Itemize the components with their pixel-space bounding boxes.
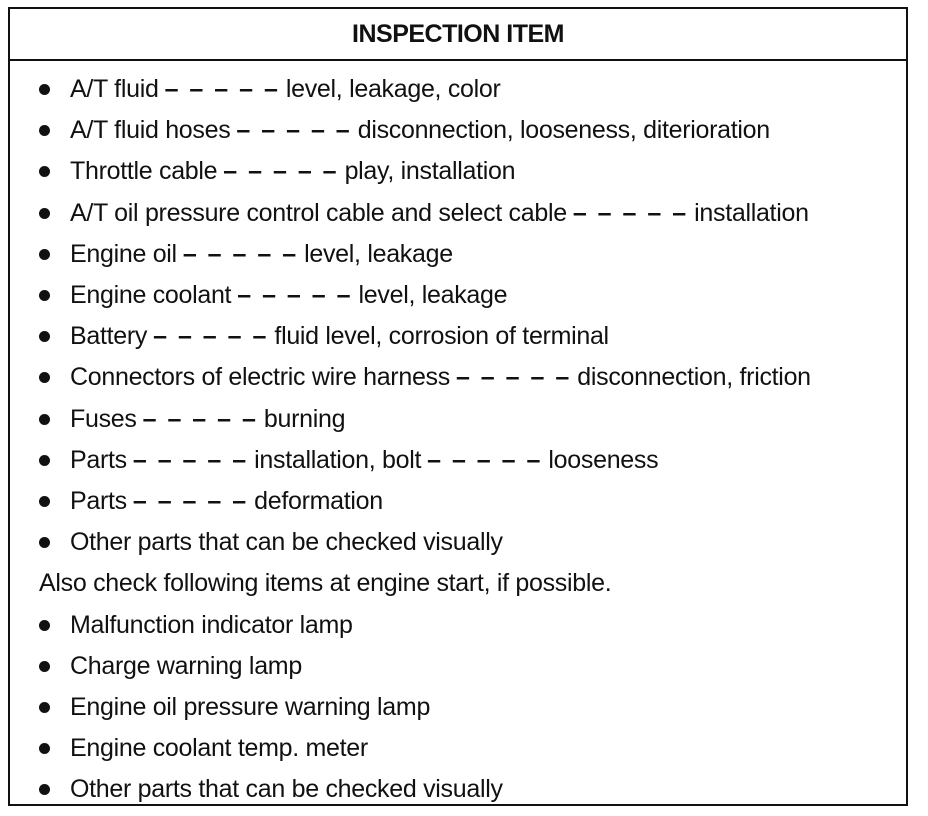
dash-separator: – – – – –: [236, 116, 352, 145]
list-item: [10, 604, 906, 645]
list-item: [10, 275, 906, 316]
bullet-icon: [39, 784, 50, 795]
dash-separator: – – – – –: [132, 486, 249, 515]
list-item: [10, 110, 906, 151]
item-subject: Fuses: [70, 404, 137, 433]
list-item: [10, 687, 906, 728]
bullet-icon: [39, 496, 50, 507]
list-item: [10, 522, 906, 563]
item-subject: Parts: [70, 445, 127, 474]
bullet-icon: [39, 743, 50, 754]
item-text: Engine oil pressure warning lamp: [70, 692, 431, 721]
header-title: INSPECTION ITEM: [352, 19, 564, 48]
item-text: Malfunction indicator lamp: [70, 610, 353, 639]
dash-separator: – – – – –: [132, 445, 249, 474]
list-item: [10, 69, 906, 110]
item-detail: installation: [694, 198, 809, 227]
item-detail: level, leakage: [358, 281, 508, 310]
dash-separator: – – – – –: [572, 198, 689, 227]
item-text: Charge warning lamp: [70, 651, 302, 680]
item-detail: level, leakage: [304, 239, 453, 268]
table-body: [10, 61, 906, 810]
item-subject: A/T fluid hoses: [70, 116, 231, 145]
item-subject: Throttle cable: [70, 157, 218, 186]
item-detail-secondary: looseness: [548, 445, 659, 474]
list-item: [10, 440, 906, 481]
dash-separator: – – – – –: [427, 445, 543, 474]
list-item: [10, 316, 906, 357]
bullet-icon: [39, 414, 50, 425]
item-subject: A/T oil pressure control cable and select cable: [70, 198, 567, 227]
list-item: [10, 481, 906, 522]
dash-separator: – – – – –: [182, 239, 299, 268]
list-item: [10, 234, 906, 275]
dash-separator: – – – – –: [237, 281, 353, 310]
dash-separator: – – – – –: [153, 322, 269, 351]
item-detail: deformation: [254, 486, 383, 515]
bullet-icon: [39, 125, 50, 136]
dash-separator: – – – – –: [223, 157, 339, 186]
bullet-icon: [39, 455, 50, 466]
bullet-icon: [39, 290, 50, 301]
bullet-icon: [39, 620, 50, 631]
bullet-icon: [39, 331, 50, 342]
item-subject: Engine oil: [70, 239, 177, 268]
bullet-icon: [39, 661, 50, 672]
list-item: [10, 646, 906, 687]
dash-separator: – – – – –: [142, 404, 258, 433]
list-item: [10, 769, 906, 810]
item-detail: fluid level, corrosion of terminal: [274, 322, 609, 351]
item-text: Other parts that can be checked visually: [70, 775, 503, 804]
table-header: [10, 9, 906, 61]
bullet-icon: [39, 166, 50, 177]
bullet-icon: [39, 208, 50, 219]
inspection-table: [8, 7, 908, 806]
bullet-icon: [39, 702, 50, 713]
item-subject: Engine coolant: [70, 281, 232, 310]
list-item: [10, 151, 906, 192]
item-subject: Battery: [70, 322, 148, 351]
bullet-icon: [39, 84, 50, 95]
item-detail: disconnection, looseness, diterioration: [357, 116, 770, 145]
dash-separator: – – – – –: [164, 75, 280, 104]
item-subject: Connectors of electric wire harness: [70, 363, 450, 392]
item-detail: installation, bolt: [254, 445, 422, 474]
bullet-icon: [39, 537, 50, 548]
item-detail: level, leakage, color: [285, 75, 501, 104]
item-detail: burning: [263, 404, 346, 433]
list-item: [10, 728, 906, 769]
item-subject: A/T fluid: [70, 75, 159, 104]
dash-separator: – – – – –: [455, 363, 572, 392]
bullet-icon: [39, 372, 50, 383]
item-subject: Parts: [70, 486, 127, 515]
list-item: [10, 399, 906, 440]
engine-start-note: Also check following items at engine start, if possible.: [39, 569, 612, 598]
list-item: [10, 357, 906, 398]
item-detail: disconnection, friction: [577, 363, 811, 392]
item-text: Other parts that can be checked visually: [70, 528, 503, 557]
list-item: [10, 193, 906, 234]
item-detail: play, installation: [344, 157, 516, 186]
bullet-icon: [39, 249, 50, 260]
item-text: Engine coolant temp. meter: [70, 734, 368, 763]
